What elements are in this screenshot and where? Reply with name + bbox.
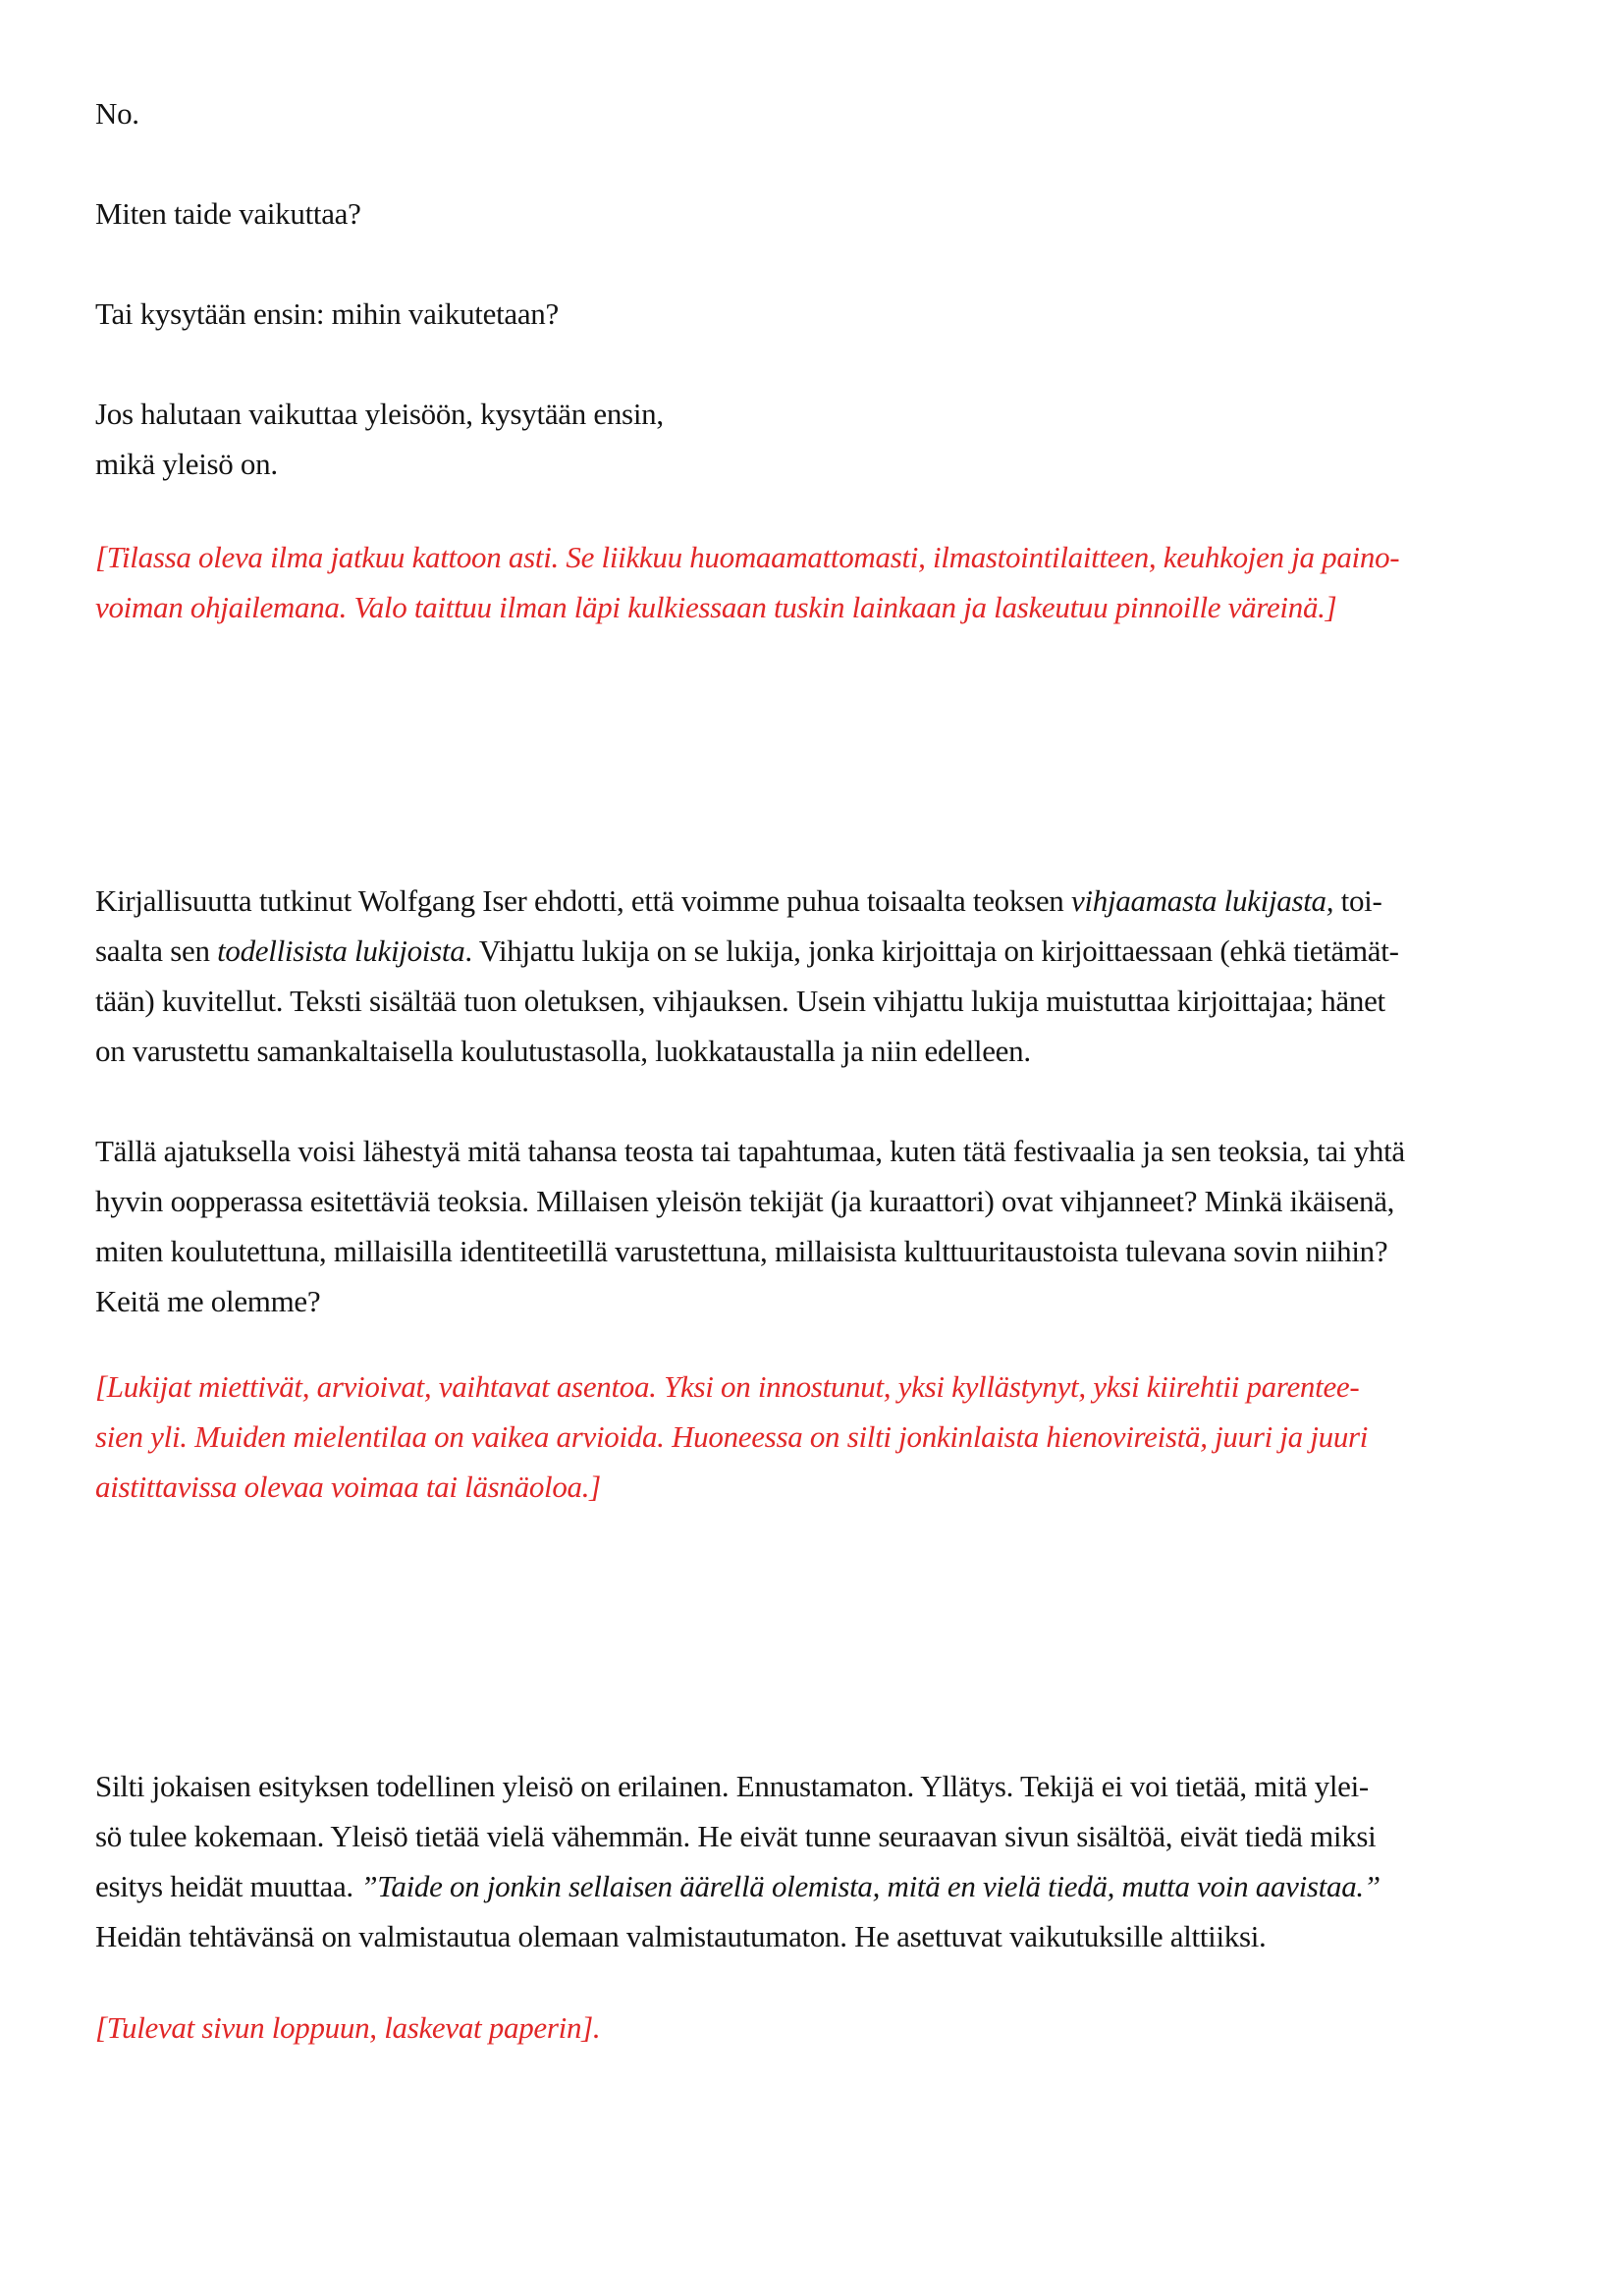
text-run: mikä yleisö on. [95, 447, 278, 481]
text-run: hyvin oopperassa esitettäviä teoksia. Millaisen yleisön tekijät (ja kuraattori) ovat vihjanneet? Minkä ikäisenä, [95, 1184, 1395, 1218]
text-run: Heidän tehtävänsä on valmistautua olemaan valmistautumaton. He asettuvat vaikutuksille alttiiksi. [95, 1919, 1267, 1953]
text-run: saalta sen [95, 934, 218, 968]
text-run: on varustettu samankaltaisella koulutustasolla, luokkataustalla ja niin edelleen. [95, 1034, 1031, 1068]
text-run: Keitä me olemme? [95, 1284, 321, 1318]
text-run: No. [95, 96, 139, 131]
text-run: Silti jokaisen esityksen todellinen yleisö on erilainen. Ennustamaton. Yllätys. Tekijä ei voi tietää, mitä ylei- [95, 1769, 1369, 1803]
stage-text-run: [Tilassa oleva ilma jatkuu kattoon asti. Se liikkuu huomaamattomasti, ilmastointilaitteen, keuhkojen ja paino- [95, 540, 1400, 574]
text-run: tään) kuvitellut. Teksti sisältää tuon oletuksen, vihjauksen. Usein vihjattu lukija muistuttaa kirjoittajaa; hänet [95, 984, 1385, 1018]
text-run: esitys heidät muuttaa. [95, 1869, 361, 1903]
emphasis-text-run: todellisista lukijoista [217, 934, 465, 968]
body-paragraph-3 [95, 1761, 1528, 1961]
stage-text-run: aistittavissa olevaa voimaa tai läsnäoloa.] [95, 1469, 601, 1504]
text-run: Tai kysytään ensin: mihin vaikutetaan? [95, 296, 559, 331]
text-run: Tällä ajatuksella voisi lähestyä mitä tahansa teosta tai tapahtumaa, kuten tätä festivaalia ja sen teoksia, tai yhtä [95, 1134, 1405, 1168]
statement-lines [95, 389, 1528, 489]
text-run: toi- [1333, 883, 1382, 918]
stage-text-run: [Tulevat sivun loppuun, laskevat paperin]. [95, 2010, 601, 2045]
emphasis-text-run: vihjaamasta lukijasta, [1070, 883, 1334, 918]
stage-text-run: sien yli. Muiden mielentilaa on vaikea arvioida. Huoneessa on silti jonkinlaista hienovireistä, juuri ja juuri [95, 1419, 1369, 1454]
stage-direction-1 [95, 532, 1528, 632]
question-line-2 [95, 289, 1528, 339]
opening-line [95, 88, 1528, 138]
quote-text-run: ”Taide on jonkin sellaisen äärellä olemista, mitä en vielä tiedä, mutta voin aavistaa.” [360, 1869, 1380, 1903]
stage-text-run: [Lukijat miettivät, arvioivat, vaihtavat asentoa. Yksi on innostunut, yksi kyllästynyt, yksi kiirehtii parentee- [95, 1369, 1360, 1404]
body-paragraph-1 [95, 876, 1528, 1076]
stage-direction-2 [95, 1362, 1528, 1512]
question-line-1 [95, 188, 1528, 239]
body-paragraph-2 [95, 1126, 1528, 1326]
text-run: Miten taide vaikuttaa? [95, 196, 361, 231]
stage-direction-3 [95, 2002, 1528, 2053]
text-run: Jos halutaan vaikuttaa yleisöön, kysytään ensin, [95, 397, 664, 431]
text-run: miten koulutettuna, millaisilla identiteetillä varustettuna, millaisista kulttuuritaustoista tulevana sovin niihin? [95, 1234, 1388, 1268]
text-run: . Vihjattu lukija on se lukija, jonka kirjoittaja on kirjoittaessaan (ehkä tietämät- [464, 934, 1399, 968]
text-run: Kirjallisuutta tutkinut Wolfgang Iser ehdotti, että voimme puhua toisaalta teoksen [95, 883, 1071, 918]
text-run: sö tulee kokemaan. Yleisö tietää vielä vähemmän. He eivät tunne seuraavan sivun sisältöä, eivät tiedä miksi [95, 1819, 1377, 1853]
stage-text-run: voiman ohjailemana. Valo taittuu ilman läpi kulkiessaan tuskin lainkaan ja laskeutuu pinnoille väreinä.] [95, 590, 1337, 624]
